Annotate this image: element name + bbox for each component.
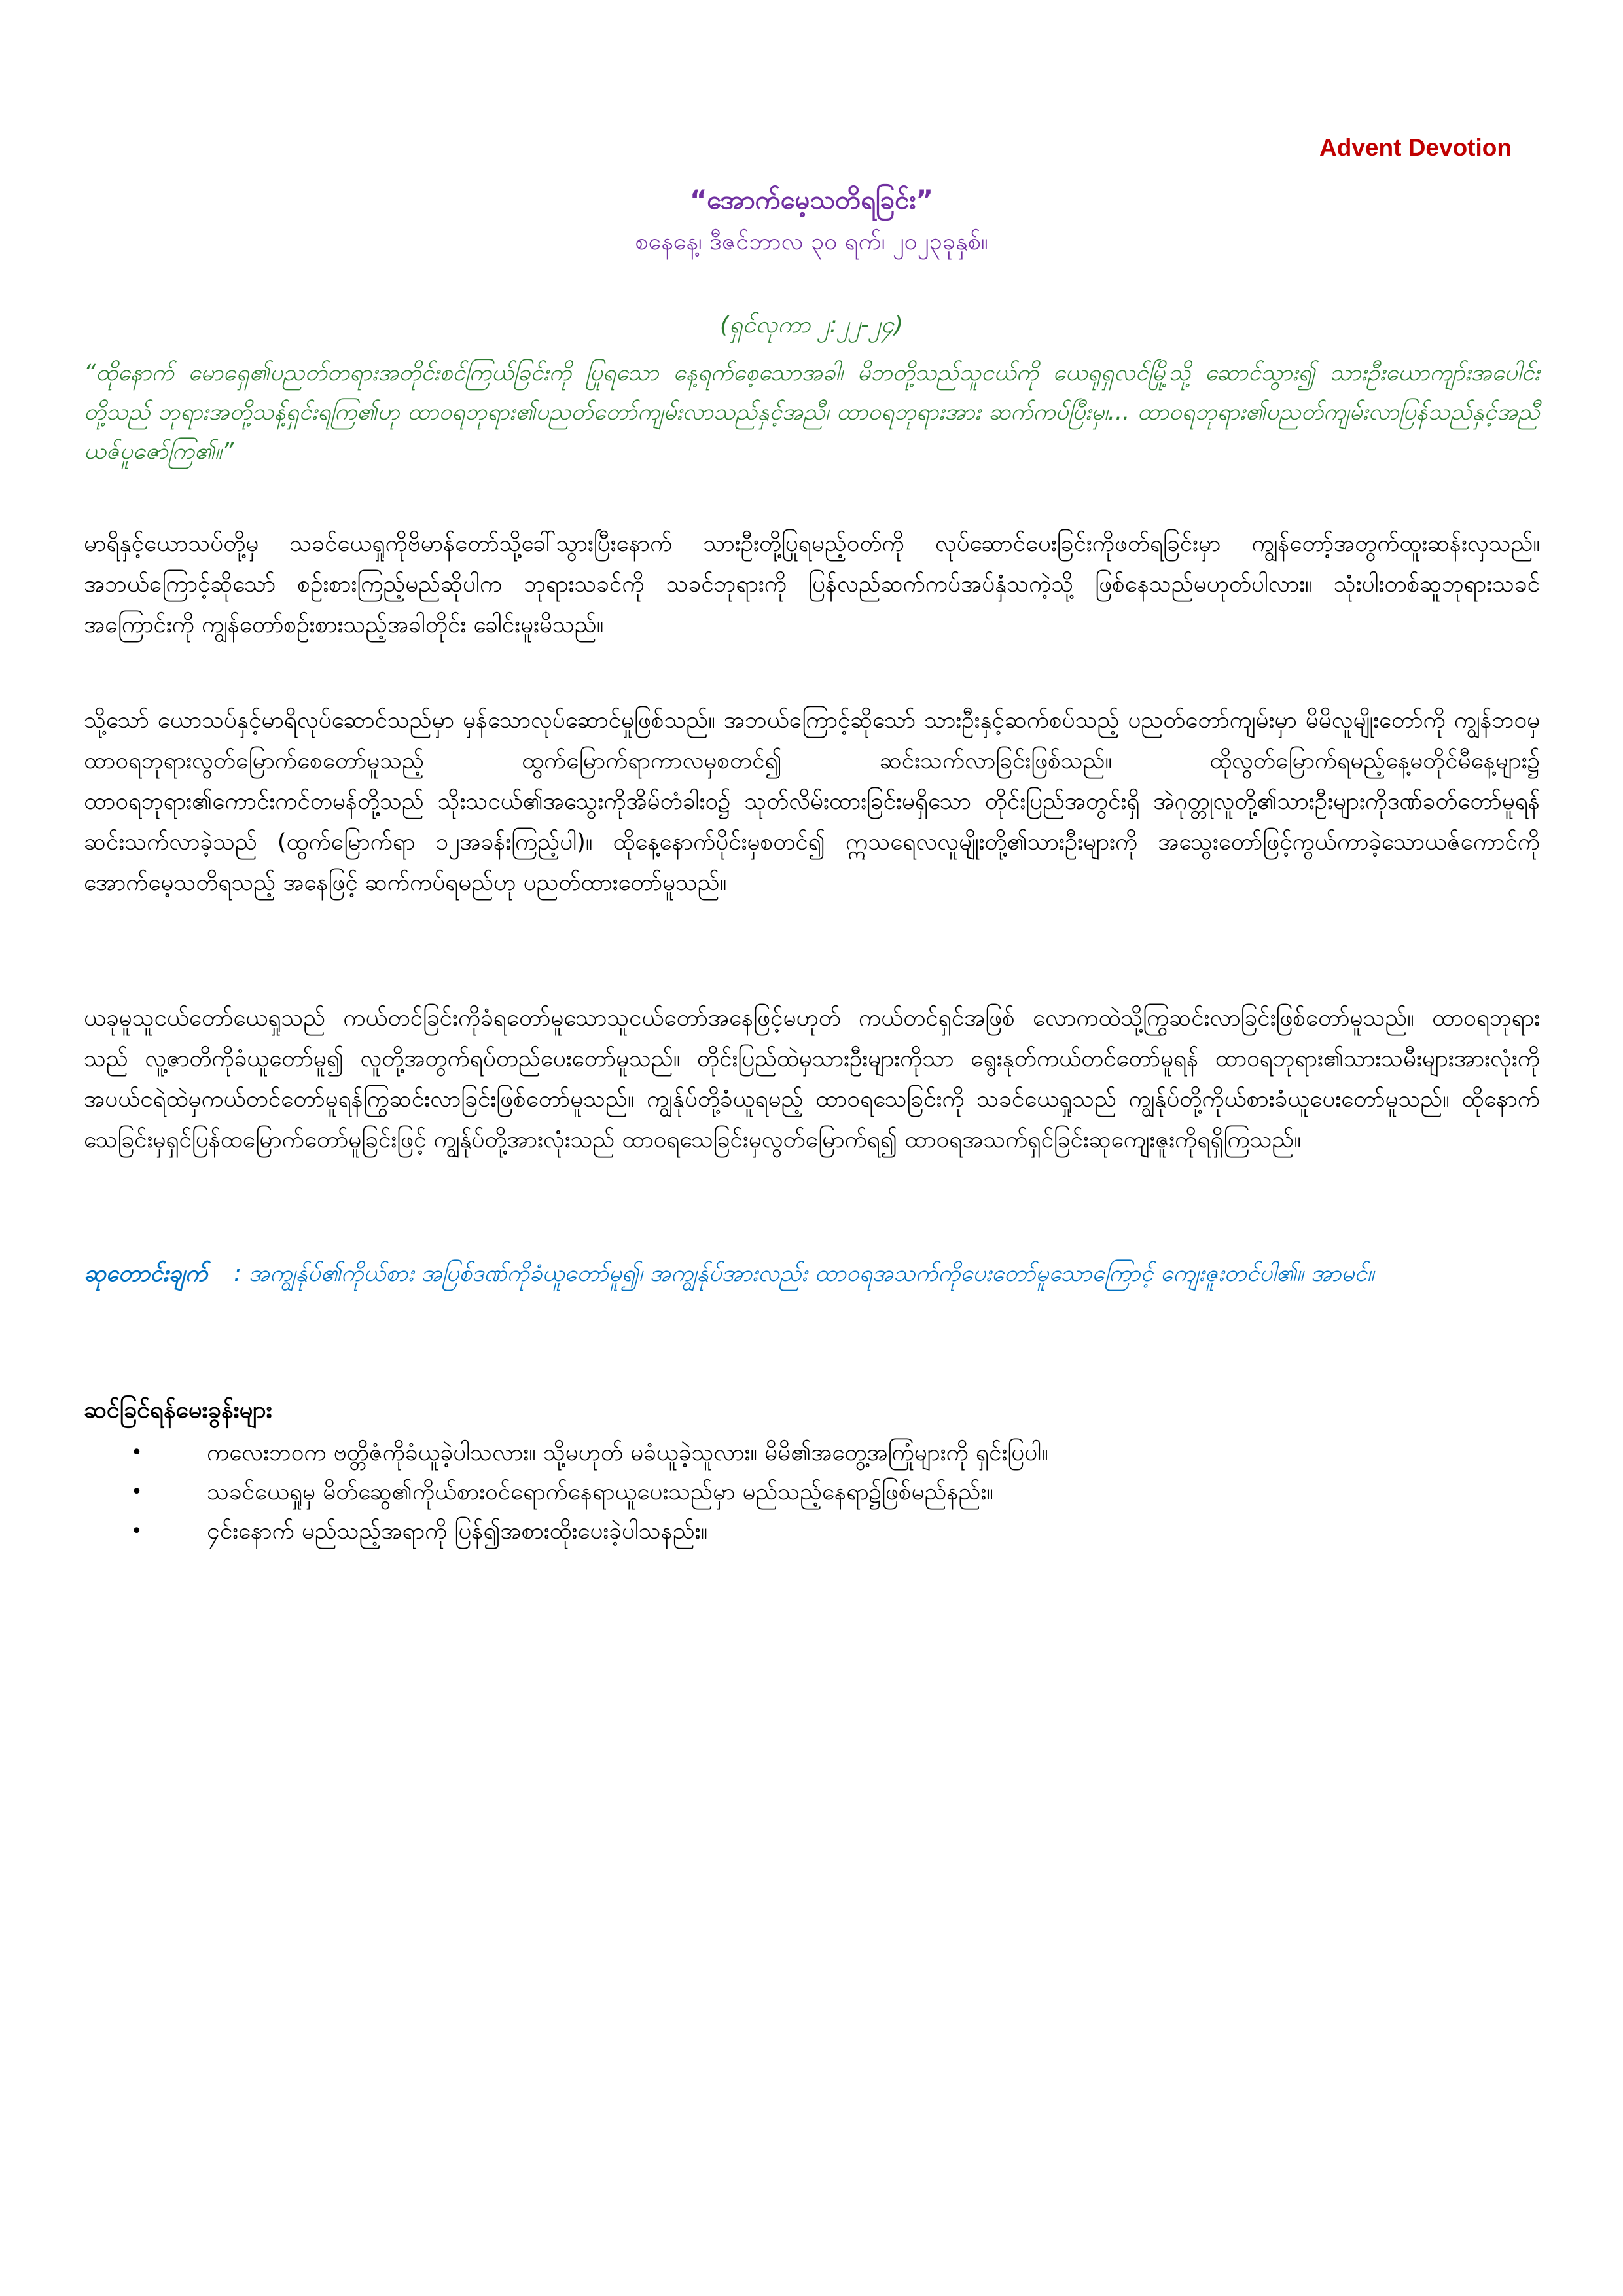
- body-paragraph-1: မာရိနှင့်ယောသပ်တို့မှ သခင်ယေရှုကိုဗိမာန်တော်သို့ခေါ်သွားပြီးနောက် သားဦးတို့ပြုရမည့်ဝတ်ကို လုပ်ဆောင်ပေးခြင်းကိုဖတ်ရခြင်းမှာ ကျွန်တော့်အတွက်ထူးဆန်းလှသည်။ အဘယ်ကြောင့်ဆိုသော် စဉ်းစားကြည့်မည်ဆိုပါက ဘုရားသခင်ကို သခင်ဘုရားကို ပြန်လည်ဆက်ကပ်အပ်နှံသကဲ့သို့ ဖြစ်နေသည်မဟုတ်ပါလား။ သုံးပါးတစ်ဆူဘုရားသခင်အကြောင်းကို ကျွန်တော်စဉ်းစားသည့်အခါတိုင်း ခေါင်းမူးမိသည်။: [84, 531, 1540, 638]
- devotion-date: စနေနေ့၊ ဒီဇင်ဘာလ ၃၀ ရက်၊ ၂၀၂၃ခုနှစ်။: [635, 228, 988, 255]
- body-paragraph-2: သို့သော် ယောသပ်နှင့်မာရိလုပ်ဆောင်သည်မှာ မှန်သောလုပ်ဆောင်မှုဖြစ်သည်။ အဘယ်ကြောင့်ဆိုသော် သားဦးနှင့်ဆက်စပ်သည့် ပညတ်တော်ကျမ်းမှာ မိမိလူမျိုးတော်ကို ကျွန်ဘဝမှထာဝရဘုရားလွတ်မြောက်စေတော်မူသည့် ထွက်မြောက်ရာကာလမှစတင်၍ ဆင်းသက်လာခြင်းဖြစ်သည်။ ထိုလွတ်မြောက်ရမည့်နေ့မတိုင်မီနေ့များ၌ ထာဝရဘုရား၏ကောင်းကင်တမန်တို့သည် သိုးသငယ်၏အသွေးကိုအိမ်တံခါး၀၌ သုတ်လိမ်းထားခြင်းမရှိသော တိုင်းပြည်အတွင်းရှိ အဲဂုတ္တုလူတို့၏သားဦးများကိုဒဏ်ခတ်တော်မူရန် ဆင်းသက်လာခဲ့သည် (ထွက်မြောက်ရာ ၁၂အခန်းကြည့်ပါ)။ ထိုနေ့နောက်ပိုင်းမှစတင်၍ ဣသရေလလူမျိုးတို့၏သားဦးများကို အသွေးတော်ဖြင့်ကွယ်ကာခဲ့သောယဇ်ကောင်ကို အောက်မေ့သတိရသည့် အနေဖြင့် ဆက်ကပ်ရမည်ဟု ပညတ်ထားတော်မူသည်။: [84, 708, 1540, 896]
- prayer: [84, 1253, 1540, 1294]
- prayer-text: : အကျွန်ုပ်၏ကိုယ်စား အပြစ်ဒဏ်ကိုခံယူတော်မူ၍၊ အကျွန်ုပ်အားလည်း ထာဝရအသက်ကိုပေးတော်မူသောကြောင့် ကျေးဇူးတင်ပါ၏။ အာမင်။: [234, 1261, 1374, 1287]
- header-tag: Advent Devotion: [1319, 134, 1512, 161]
- questions-list: [84, 1433, 1540, 1551]
- list-item: [84, 1473, 1540, 1512]
- list-item: [84, 1512, 1540, 1551]
- question-text: ကလေးဘဝက ဗတ္တိဇံကိုခံယူခဲ့ပါသလား။ သို့မဟုတ် မခံယူခဲ့သူလား။ မိမိ၏အတွေ့အကြုံများကို ရှင်းပြပါ။: [207, 1440, 1048, 1466]
- bullet-icon: •: [131, 1480, 143, 1503]
- scripture-text: “ထိုနောက် မောရှေ၏ပညတ်တရားအတိုင်းစင်ကြယ်ခြင်းကို ပြုရသော နေ့ရက်စေ့သောအခါ၊ မိဘတို့သည်သူငယ်ကို ယေရုရှလင်မြို့သို့ ဆောင်သွား၍ သားဦးယောကျာ်းအပေါင်းတို့သည် ဘုရားအတို့သန့်ရှင်းရကြ၏ဟု ထာဝရဘုရား၏ပညတ်တော်ကျမ်းလာသည်နှင့်အညီ၊ ထာဝရဘုရားအား ဆက်ကပ်ပြီးမှ၊... ထာဝရဘုရား၏ပညတ်ကျမ်းလာပြန်သည်နှင့်အညီ ယဇ်ပူဇော်ကြ၏။”: [84, 360, 1540, 465]
- scripture-reference: (ရှင်လုကာ ၂:၂၂-၂၄): [719, 312, 904, 338]
- list-item: [84, 1433, 1540, 1473]
- devotion-title: “အောက်မေ့သတိရခြင်း”: [690, 185, 933, 215]
- bullet-icon: •: [131, 1520, 143, 1543]
- prayer-label: ဆုတောင်းချက်: [84, 1261, 208, 1287]
- question-text: သခင်ယေရှုမှ မိတ်ဆွေ၏ကိုယ်စားဝင်ရောက်နေရာယူပေးသည်မှာ မည်သည့်နေရာ၌ဖြစ်မည်နည်း။: [207, 1479, 993, 1505]
- questions-heading: ဆင်ခြင်ရန်မေးခွန်းများ: [84, 1397, 272, 1424]
- body-paragraph-3: ယခုမူသူငယ်တော်ယေရှုသည် ကယ်တင်ခြင်းကိုခံရတော်မူသောသူငယ်တော်အနေဖြင့်မဟုတ် ကယ်တင်ရှင်အဖြစ် လောကထဲသို့ကြွဆင်းလာခြင်းဖြစ်တော်မူသည်။ ထာဝရဘုရားသည် လူ့ဇာတိကိုခံယူတော်မူ၍ လူတို့အတွက်ရပ်တည်ပေးတော်မူသည်။ တိုင်းပြည်ထဲမှသားဦးများကိုသာ ရွေးနုတ်ကယ်တင်တော်မူရန် ထာဝရဘုရား၏သားသမီးများအားလုံးကို အပယ်ငရဲထဲမှကယ်တင်တော်မူရန်ကြွဆင်းလာခြင်းဖြစ်တော်မူသည်။ ကျွန်ုပ်တို့ခံယူရမည့် ထာဝရသေခြင်းကို သခင်ယေရှုသည် ကျွန်ုပ်တို့ကိုယ်စားခံယူပေးတော်မူသည်။ ထိုနောက် သေခြင်းမှရှင်ပြန်ထမြောက်တော်မူခြင်းဖြင့် ကျွန်ုပ်တို့အားလုံးသည် ထာဝရသေခြင်းမှလွတ်မြောက်ရ၍ ထာဝရအသက်ရှင်ခြင်းဆုကျေးဇူးကိုရရှိကြသည်။: [84, 1005, 1540, 1153]
- question-text: ၄င်းနောက် မည်သည့်အရာကို ပြန်၍အစားထိုးပေးခဲ့ပါသနည်း။: [207, 1518, 708, 1545]
- bullet-icon: •: [131, 1441, 143, 1464]
